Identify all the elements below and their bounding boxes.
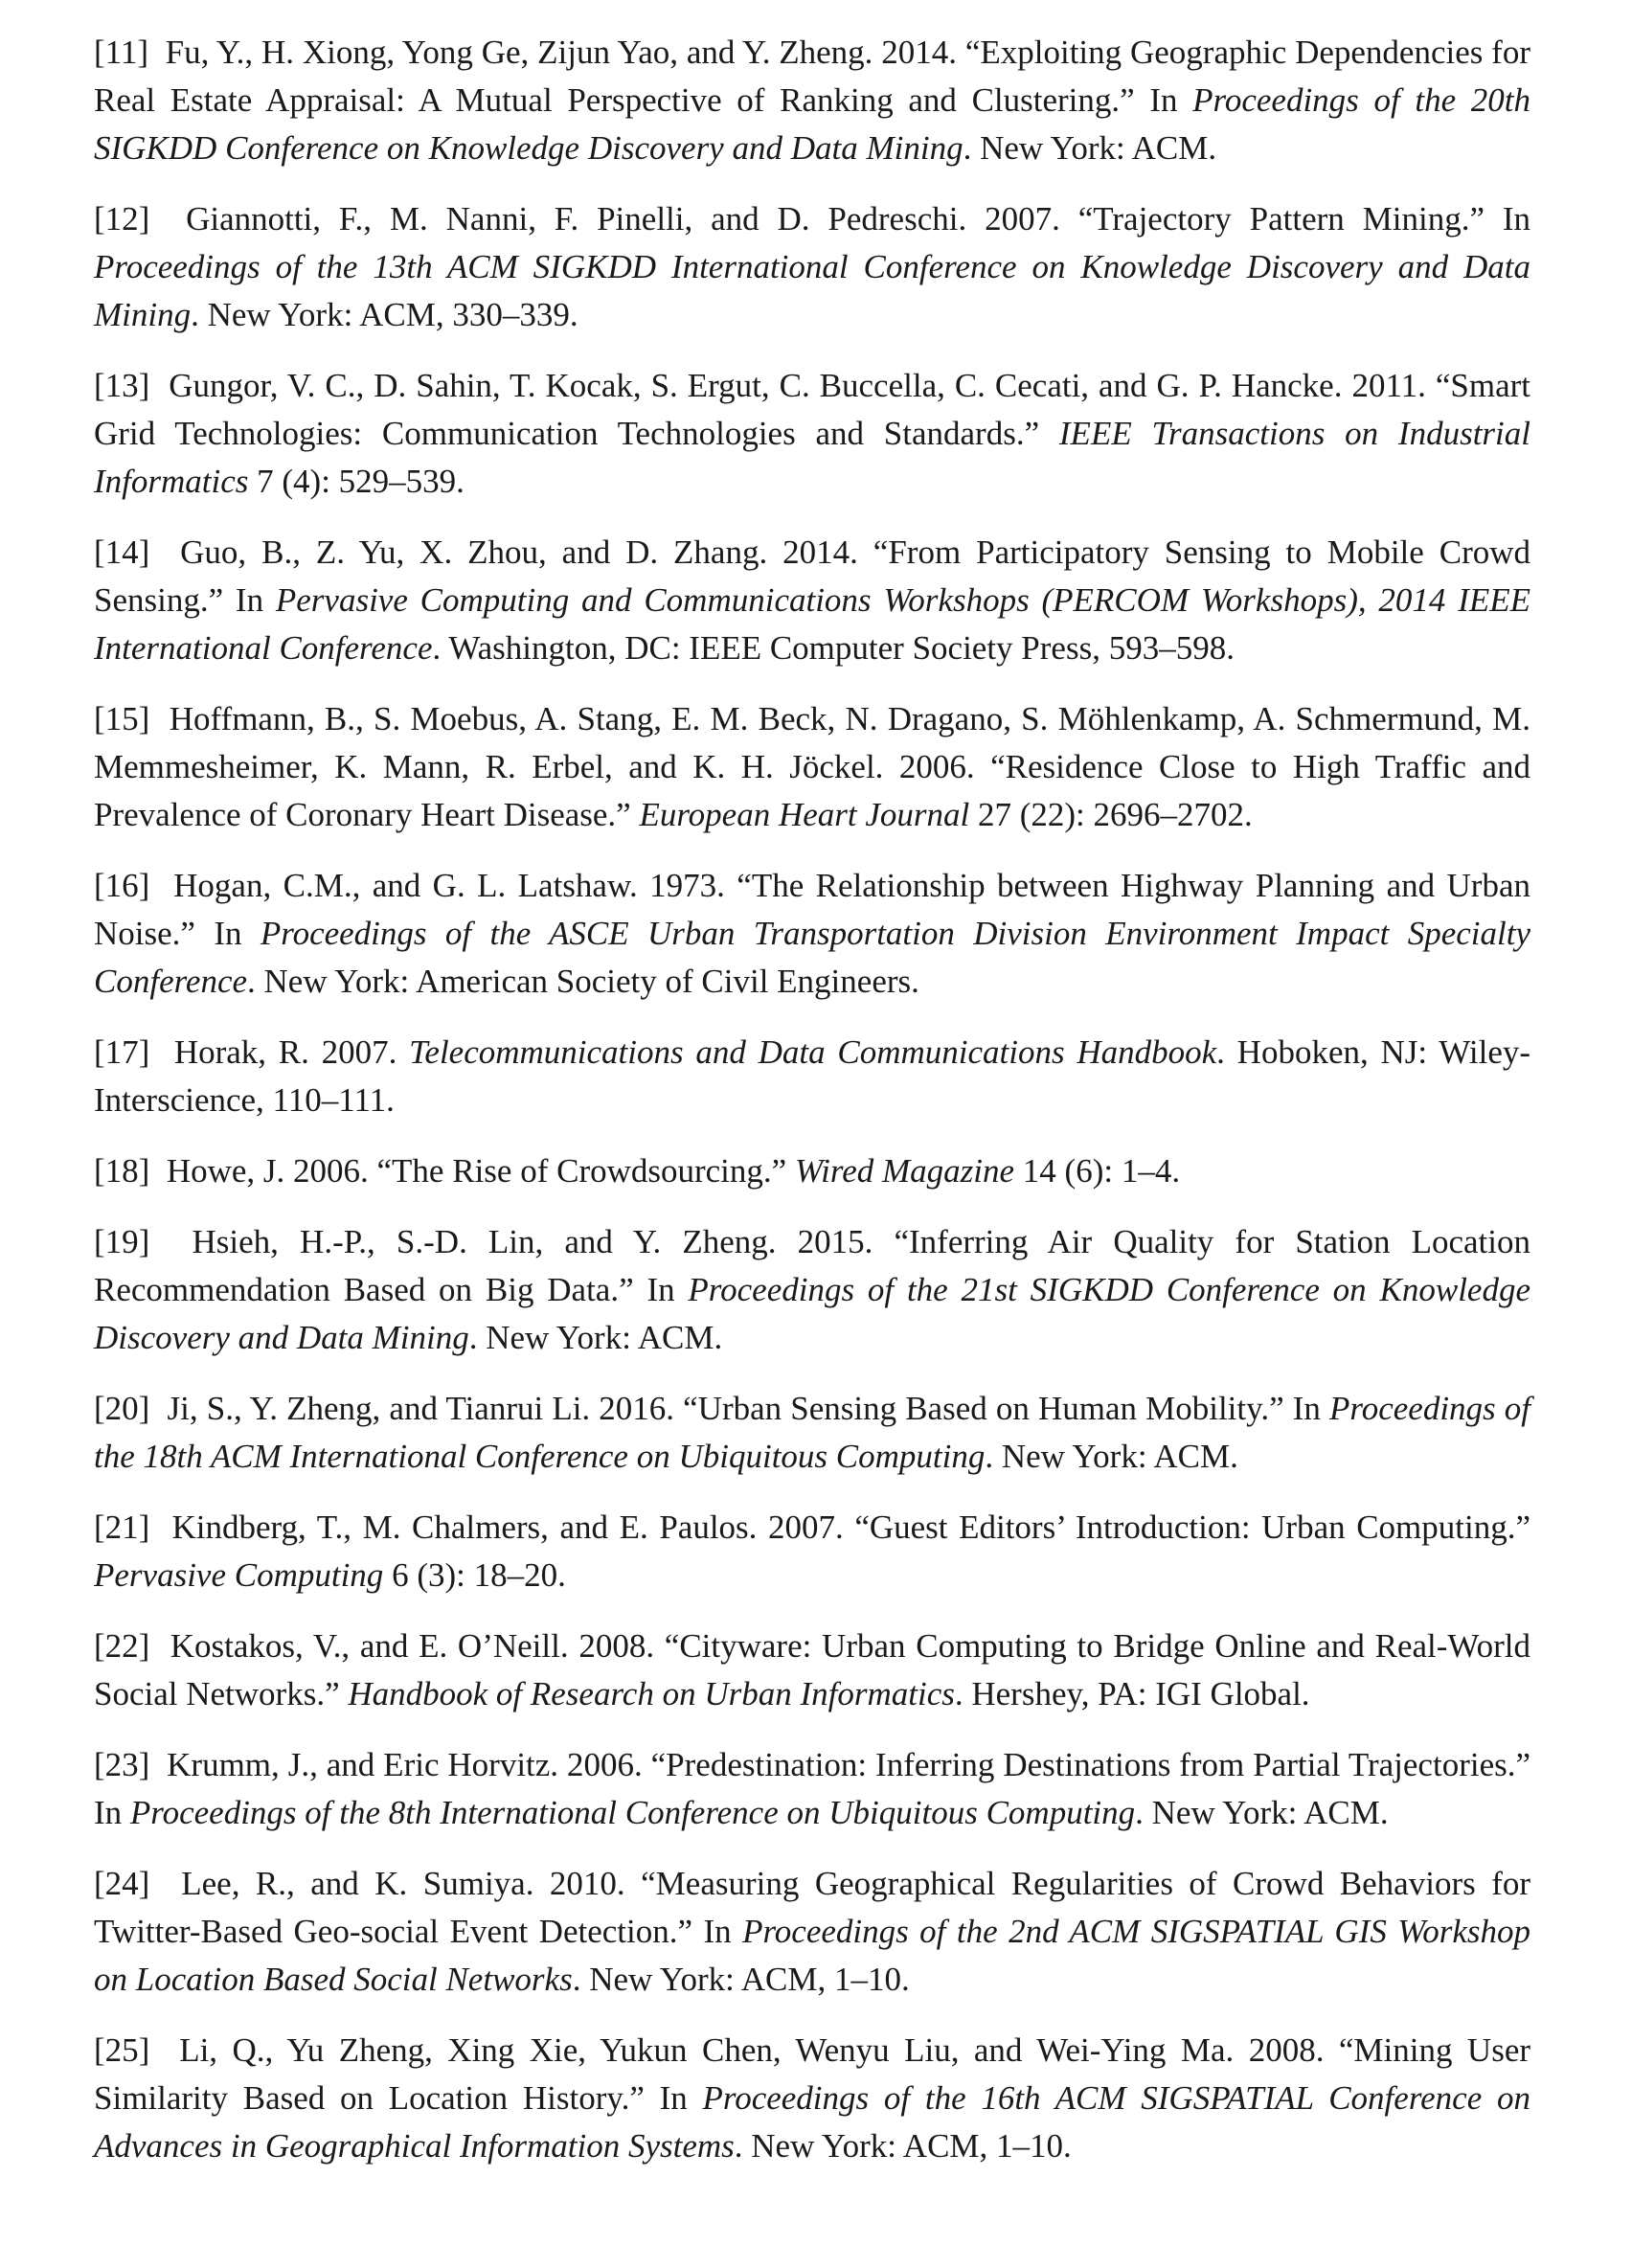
reference-number: [14] xyxy=(94,533,150,571)
reference-entry xyxy=(94,862,1530,1006)
reference-entry xyxy=(94,362,1530,506)
reference-text: Kindberg, T., M. Chalmers, and E. Paulos. 2007. “Guest Editors’ Introduction: Urban Computing.” xyxy=(171,1508,1530,1546)
reference-text: . New York: American Society of Civil Engineers. xyxy=(247,963,919,1000)
reference-number: [25] xyxy=(94,2031,150,2069)
reference-text: Howe, J. 2006. “The Rise of Crowdsourcing.” xyxy=(166,1152,795,1190)
reference-entry xyxy=(94,1218,1530,1362)
reference-source-title: Telecommunications and Data Communications Handbook xyxy=(409,1033,1217,1071)
reference-source-title: European Heart Journal xyxy=(639,796,970,833)
reference-number: [15] xyxy=(94,700,150,737)
reference-number: [11] xyxy=(94,34,149,71)
reference-text: . New York: ACM. xyxy=(468,1319,723,1356)
reference-text: . New York: ACM, 330–339. xyxy=(191,296,578,333)
reference-text: 6 (3): 18–20. xyxy=(383,1556,566,1594)
reference-text: . New York: ACM. xyxy=(963,129,1217,167)
reference-source-title: Proceedings of the 21st SIGKDD Conference on Knowledge Discovery and Data Mining xyxy=(94,1271,1530,1356)
reference-number: [16] xyxy=(94,867,150,904)
reference-text: Hsieh, H.-P., S.-D. Lin, and Y. Zheng. 2015. “Inferring Air Quality for Station Location Recommendation Based on Big Data.” In xyxy=(94,1223,1531,1308)
reference-number: [21] xyxy=(94,1508,150,1546)
reference-text: Ji, S., Y. Zheng, and Tianrui Li. 2016. “Urban Sensing Based on Human Mobility.” In xyxy=(167,1390,1330,1427)
reference-source-title: Pervasive Computing and Communications Workshops (PERCOM Workshops), 2014 IEEE International Conference xyxy=(94,581,1530,667)
reference-source-title: Proceedings of the 16th ACM SIGSPATIAL Conference on Advances in Geographical Information Systems xyxy=(94,2079,1530,2165)
reference-text: Giannotti, F., M. Nanni, F. Pinelli, and D. Pedreschi. 2007. “Trajectory Pattern Mining.” In xyxy=(186,200,1530,238)
reference-entry xyxy=(94,1741,1530,1837)
reference-entry xyxy=(94,1029,1530,1124)
reference-source-title: Proceedings of the 20th SIGKDD Conference on Knowledge Discovery and Data Mining xyxy=(94,81,1530,167)
reference-number: [24] xyxy=(94,1865,150,1902)
reference-entry xyxy=(94,1147,1530,1195)
reference-text: Fu, Y., H. Xiong, Yong Ge, Zijun Yao, and Y. Zheng. 2014. “Exploiting Geographic Dependencies for Real Estate Appraisal: A Mutual Perspective of Ranking and Clustering.” In xyxy=(94,34,1530,119)
reference-text: Li, Q., Yu Zheng, Xing Xie, Yukun Chen, Wenyu Liu, and Wei-Ying Ma. 2008. “Mining User Similarity Based on Location History.” In xyxy=(94,2031,1531,2117)
reference-source-title: Handbook of Research on Urban Informatics xyxy=(348,1675,955,1712)
reference-number: [19] xyxy=(94,1223,150,1260)
reference-text: Krumm, J., and Eric Horvitz. 2006. “Predestination: Inferring Destinations from Partial Trajectories.” In xyxy=(94,1746,1531,1831)
reference-text: Kostakos, V., and E. O’Neill. 2008. “Cityware: Urban Computing to Bridge Online and Real-World Social Networks.” xyxy=(94,1627,1531,1712)
reference-entry xyxy=(94,1385,1530,1481)
reference-text: Horak, R. 2007. xyxy=(173,1033,410,1071)
reference-source-title: Proceedings of the 2nd ACM SIGSPATIAL GIS Workshop on Location Based Social Networks xyxy=(94,1913,1530,1998)
reference-text: . Washington, DC: IEEE Computer Society Press, 593–598. xyxy=(432,629,1235,667)
reference-number: [23] xyxy=(94,1746,150,1783)
reference-text: . New York: ACM, 1–10. xyxy=(572,1961,910,1998)
reference-number: [22] xyxy=(94,1627,150,1665)
reference-source-title: Proceedings of the 8th International Conference on Ubiquitous Computing xyxy=(129,1794,1136,1831)
reference-source-title: Pervasive Computing xyxy=(94,1556,384,1594)
reference-source-title: Proceedings of the 13th ACM SIGKDD International Conference on Knowledge Discovery and Data Mining xyxy=(94,248,1530,333)
reference-entry xyxy=(94,529,1530,672)
reference-source-title: Proceedings of the 18th ACM International Conference on Ubiquitous Computing xyxy=(94,1390,1530,1475)
reference-entry xyxy=(94,1860,1530,2004)
reference-text: 7 (4): 529–539. xyxy=(248,463,465,500)
reference-entry xyxy=(94,2027,1530,2170)
reference-text: Hogan, C.M., and G. L. Latshaw. 1973. “The Relationship between Highway Planning and Urban Noise.” In xyxy=(94,867,1530,952)
reference-entry xyxy=(94,695,1530,839)
reference-number: [17] xyxy=(94,1033,150,1071)
reference-entry xyxy=(94,1504,1530,1599)
reference-number: [12] xyxy=(94,200,150,238)
reference-text: . Hershey, PA: IGI Global. xyxy=(954,1675,1310,1712)
reference-text: 27 (22): 2696–2702. xyxy=(969,796,1253,833)
reference-text: . Hoboken, NJ: Wiley-Interscience, 110–111. xyxy=(94,1033,1531,1119)
reference-number: [20] xyxy=(94,1390,150,1427)
reference-source-title: Wired Magazine xyxy=(794,1152,1015,1190)
reference-entry xyxy=(94,1622,1530,1718)
reference-text: . New York: ACM, 1–10. xyxy=(734,2127,1072,2165)
reference-source-title: Proceedings of the ASCE Urban Transportation Division Environment Impact Specialty Conference xyxy=(94,915,1530,1000)
reference-number: [18] xyxy=(94,1152,150,1190)
reference-text: Guo, B., Z. Yu, X. Zhou, and D. Zhang. 2014. “From Participatory Sensing to Mobile Crowd Sensing.” In xyxy=(94,533,1530,619)
reference-text: 14 (6): 1–4. xyxy=(1014,1152,1181,1190)
reference-text: Hoffmann, B., S. Moebus, A. Stang, E. M. Beck, N. Dragano, S. Möhlenkamp, A. Schmermund, M. Memmesheimer, K. Mann, R. Erbel, and K. H. Jöckel. 2006. “Residence Close to High Traffic and Prevalence of Coronary Heart Disease.” xyxy=(94,700,1531,833)
reference-text: Gungor, V. C., D. Sahin, T. Kocak, S. Ergut, C. Buccella, C. Cecati, and G. P. Hancke. 2011. “Smart Grid Technologies: Communication Technologies and Standards.” xyxy=(94,367,1530,452)
reference-text: . New York: ACM. xyxy=(985,1438,1238,1475)
reference-number: [13] xyxy=(94,367,150,404)
reference-source-title: IEEE Transactions on Industrial Informatics xyxy=(94,415,1530,500)
reference-entry xyxy=(94,195,1530,339)
reference-text: . New York: ACM. xyxy=(1135,1794,1389,1831)
reference-entry xyxy=(94,29,1530,172)
reference-text: Lee, R., and K. Sumiya. 2010. “Measuring Geographical Regularities of Crowd Behaviors for Twitter-Based Geo-social Event Detection.” In xyxy=(94,1865,1531,1950)
reference-list xyxy=(94,29,1530,2170)
